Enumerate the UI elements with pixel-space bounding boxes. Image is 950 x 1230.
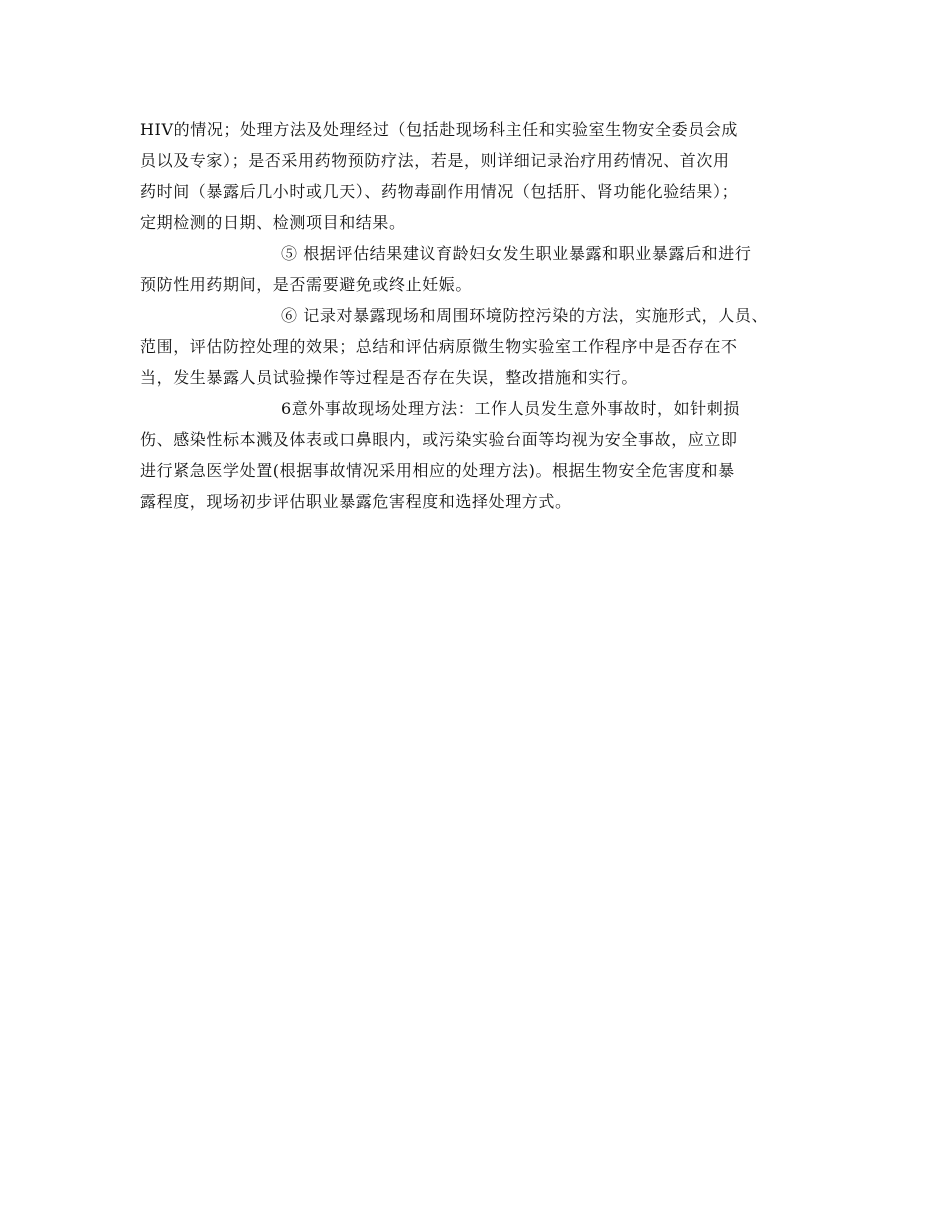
document-body xyxy=(140,114,812,517)
text-line: 范围，评估防控处理的效果；总结和评估病原微生物实验室工作程序中是否存在不 xyxy=(140,337,738,356)
text-line: HIV的情况；处理方法及处理经过（包括赴现场科主任和实验室生物安全委员会成 xyxy=(140,120,739,139)
text-line: 当，发生暴露人员试验操作等过程是否存在失误，整改措施和实行。 xyxy=(140,368,639,387)
paragraph-hiv-record xyxy=(140,114,812,238)
text-line: 伤、感染性标本溅及体表或口鼻眼内，或污染实验台面等均视为安全事故，应立即 xyxy=(140,430,738,449)
text-line: 进行紧急医学处置(根据事故情况采用相应的处理方法)。根据生物安全危害度和暴 xyxy=(140,461,735,480)
text-line: 露程度，现场初步评估职业暴露危害程度和选择处理方式。 xyxy=(140,492,572,511)
paragraph-accident-handling xyxy=(140,393,812,517)
text-line: 药时间（暴露后几小时或几天）、药物毒副作用情况（包括肝、肾功能化验结果）； xyxy=(140,182,739,201)
text-line: 6意外事故现场处理方法：工作人员发生意外事故时，如针刺损 xyxy=(281,399,740,418)
paragraph-environment-control xyxy=(140,300,812,393)
text-line: ⑥ 记录对暴露现场和周围环境防控污染的方法，实施形式，人员、 xyxy=(281,306,769,325)
text-line: 员以及专家）；是否采用药物预防疗法，若是，则详细记录治疗用药情况、首次用 xyxy=(140,151,730,170)
paragraph-pregnancy-advice xyxy=(140,238,812,300)
text-line: ⑤ 根据评估结果建议育龄妇女发生职业暴露和职业暴露后和进行 xyxy=(281,244,752,263)
text-line: 预防性用药期间，是否需要避免或终止妊娠。 xyxy=(140,275,473,294)
text-line: 定期检测的日期、检测项目和结果。 xyxy=(140,213,406,232)
